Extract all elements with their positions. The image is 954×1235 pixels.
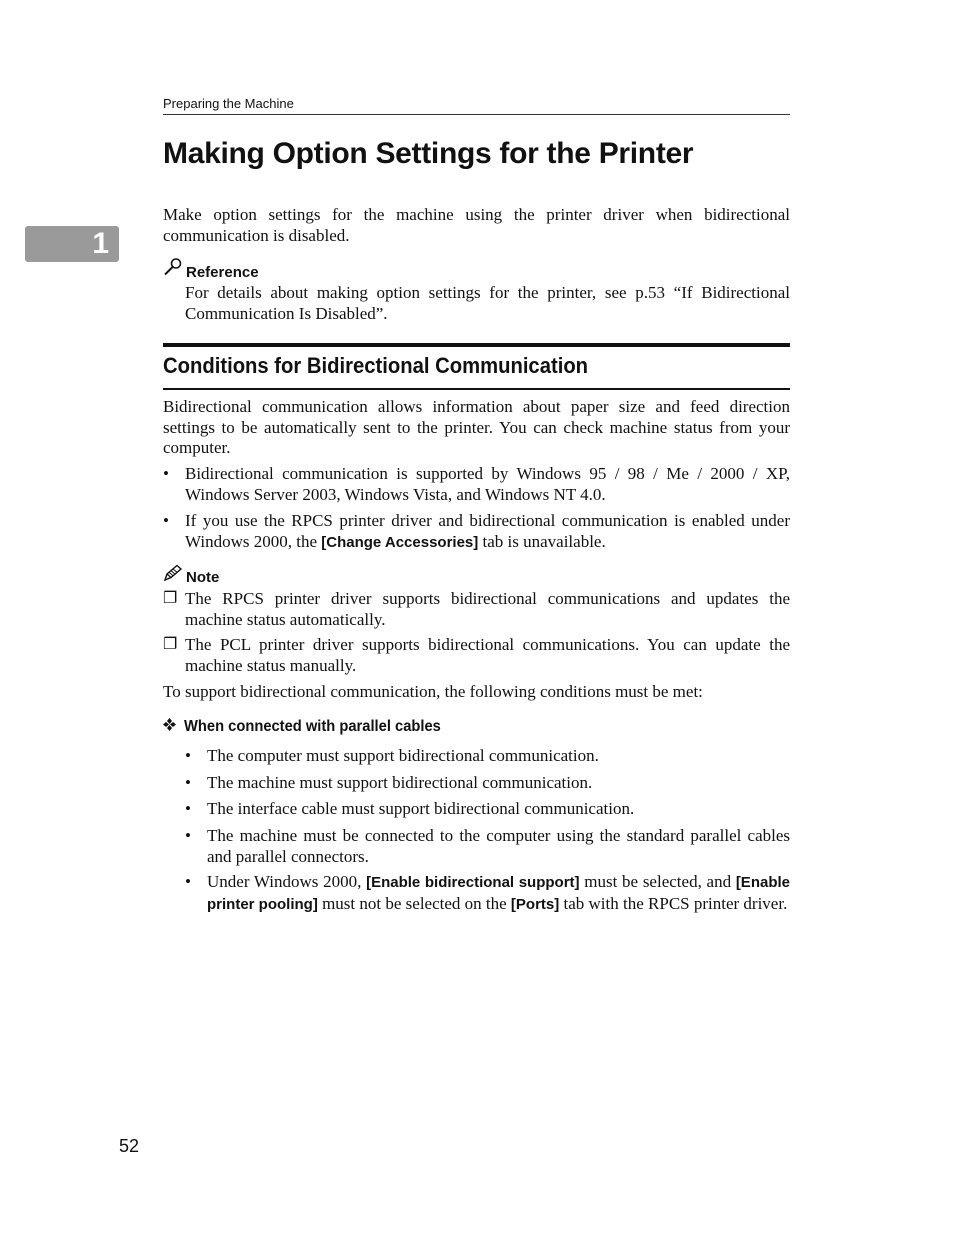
note-text: The RPCS printer driver supports bidirectional communications and updates the machine status automatically. [185, 589, 790, 629]
note-text: The PCL printer driver supports bidirectional communications. You can update the machine status manually. [185, 635, 790, 675]
list-item [185, 799, 790, 820]
text-run: must not be selected on the [317, 893, 511, 913]
running-header: Preparing the Machine [163, 96, 790, 115]
text-run: Under Windows 2000, [207, 872, 367, 891]
ui-label-enable-printer-pooling: [Enable printer pooling] [207, 874, 790, 913]
list-item [163, 511, 790, 553]
note-heading [163, 564, 219, 586]
section-bottom-rule [163, 388, 790, 390]
pencil-icon [163, 564, 183, 586]
section-intro: Bidirectional communication allows information about paper size and feed direction settings to be automatically sent to the printer. You can check machine status from your computer. [163, 397, 790, 457]
bullet-text: The computer must support bidirectional communication. [207, 746, 599, 765]
bullet-text [185, 511, 790, 553]
ui-label-change-accessories: [Change Accessories] [321, 533, 479, 551]
text-run: tab with the RPCS printer driver. [559, 893, 788, 913]
bullet-dot: • [185, 773, 191, 792]
text-run: must be selected, and [579, 872, 736, 891]
chapter-tab: 1 [25, 226, 119, 262]
list-item [185, 746, 790, 767]
bullet-dot: • [185, 872, 191, 891]
bullet-text [207, 872, 790, 915]
checkbox-glyph: ❐ [163, 636, 178, 653]
list-item [185, 773, 790, 794]
bullet-dot: • [185, 799, 191, 818]
subheading-text: When connected with parallel cables [184, 718, 441, 735]
ui-label-ports: [Ports] [510, 895, 560, 913]
section-top-rule [163, 343, 790, 347]
bullet-text: The machine must support bidirectional communication. [207, 773, 593, 792]
page-title: Making Option Settings for the Printer [163, 137, 694, 170]
conditions-intro: To support bidirectional communication, the following conditions must be met: [163, 682, 703, 701]
bullet-dot: • [163, 511, 169, 530]
note-label: Note [186, 569, 220, 586]
bullet-text: The interface cable must support bidirectional communication. [207, 799, 635, 818]
reference-label: Reference [186, 264, 259, 281]
subheading [163, 718, 463, 736]
list-item [163, 635, 790, 676]
ui-label-enable-bidirectional-support: [Enable bidirectional support] [366, 874, 580, 891]
bullet-dot: • [185, 746, 191, 765]
reference-text: For details about making option settings for the printer, see p.53 “If Bidirectional Communication Is Disabled”. [185, 283, 790, 323]
list-item [163, 589, 790, 630]
text-run: If you use the RPCS printer driver and bidirectional communication is enabled under Windows 2000, the [185, 511, 790, 551]
list-item [163, 464, 790, 505]
bullet-dot: • [163, 464, 169, 483]
bullet-dot: • [185, 826, 191, 845]
bullet-text: Bidirectional communication is supported by Windows 95 / 98 / Me / 2000 / XP, Windows Server 2003, Windows Vista, and Windows NT 4.0. [185, 464, 790, 504]
list-item [185, 826, 790, 867]
page-number: 52 [119, 1136, 140, 1156]
text-run: tab is unavailable. [478, 531, 606, 551]
section-title: Conditions for Bidirectional Communication [163, 353, 589, 378]
diamond-bullet-icon [163, 718, 176, 736]
checkbox-glyph: ❐ [163, 590, 178, 607]
reference-heading [163, 257, 259, 281]
list-item [185, 872, 790, 915]
intro-paragraph: Make option settings for the machine using the printer driver when bidirectional communication is disabled. [163, 205, 790, 245]
magnifier-icon [163, 257, 183, 281]
bullet-text: The machine must be connected to the computer using the standard parallel cables and parallel connectors. [207, 826, 790, 866]
